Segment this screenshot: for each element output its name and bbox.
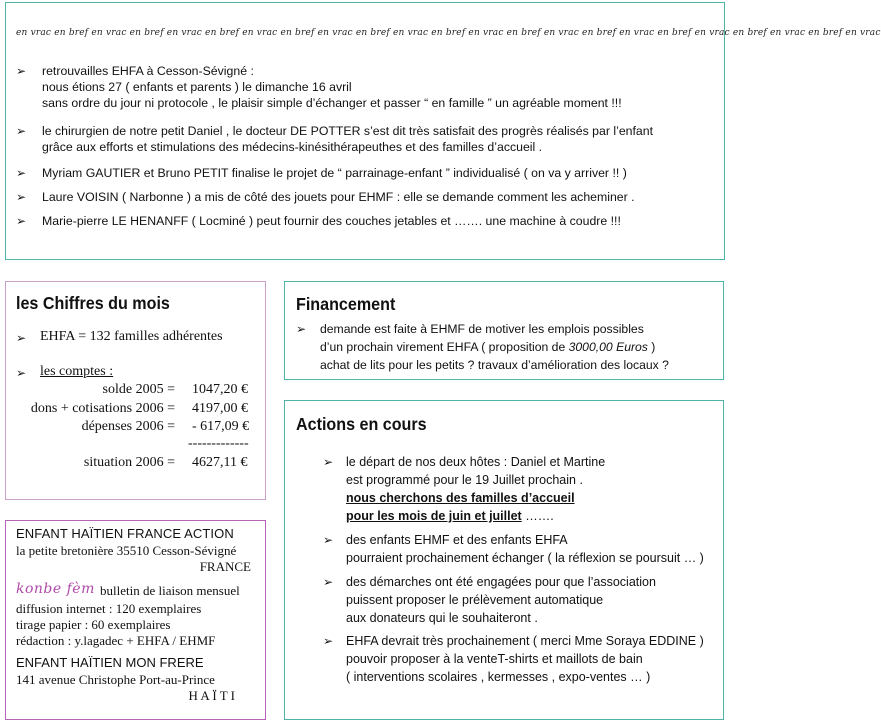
tirage: tirage papier : 60 exemplaires xyxy=(16,617,171,632)
action-line: des démarches ont été engagées pour que l’association xyxy=(346,575,656,589)
action-line: ( interventions scolaires , kermesses , expo-ventes … ) xyxy=(346,670,651,684)
country-haiti: H A Ï T I xyxy=(188,688,235,703)
contact-panel xyxy=(5,520,266,720)
financement-line: d’un prochain virement EHFA ( proposition de 3000,00 Euros ) xyxy=(320,340,656,354)
row-value: 4197,00 € xyxy=(192,401,248,416)
arrow-bullet-icon: ➢ xyxy=(323,455,334,469)
financement-panel xyxy=(284,281,724,380)
bulletin-label: bulletin de liaison mensuel xyxy=(100,583,240,598)
total-label: situation 2006 = xyxy=(83,455,175,470)
news-item: ➢ Marie-pierre LE HENANFF ( Locminé ) peut fournir des couches jetables et ……. une machine à coudre !!! xyxy=(16,214,621,228)
arrow-bullet-icon: ➢ xyxy=(323,634,334,648)
chiffres-title: les Chiffres du mois xyxy=(16,293,170,313)
action-line: aux donateurs qui le souhaiteront . xyxy=(346,611,538,625)
total-value: 4627,11 € xyxy=(192,455,248,470)
action-line: le départ de nos deux hôtes : Daniel et Martine xyxy=(346,455,606,469)
arrow-bullet-icon: ➢ xyxy=(323,533,334,547)
arrow-bullet-icon: ➢ xyxy=(16,190,27,204)
chiffres-panel xyxy=(5,281,266,500)
country-france: FRANCE xyxy=(199,559,251,574)
org-france: ENFANT HAÏTIEN FRANCE ACTION xyxy=(16,526,234,541)
actions-title: Actions en cours xyxy=(296,414,427,434)
arrow-bullet-icon: ➢ xyxy=(16,166,27,180)
news-item: ➢ Myriam GAUTIER et Bruno PETIT finalise le projet de “ parrainage-enfant ” individualisé ( on va y arriver !! ) xyxy=(16,166,627,180)
arrow-bullet-icon: ➢ xyxy=(296,322,307,336)
row-label: dons + cotisations 2006 = xyxy=(30,401,175,416)
action-line: puissent proposer le prélèvement automatique xyxy=(346,593,604,607)
action-line: EHFA devrait très prochainement ( merci Mme Soraya EDDINE ) xyxy=(346,634,704,648)
action-line: pourraient prochainement échanger ( la réflexion se poursuit … ) xyxy=(346,551,704,565)
address-france: la petite bretonière 35510 Cesson-Sévigné xyxy=(16,543,237,558)
action-line: est programmé pour le 19 Juillet prochain . xyxy=(346,473,583,487)
row-label: dépenses 2006 = xyxy=(81,419,175,434)
arrow-bullet-icon: ➢ xyxy=(16,331,27,345)
action-line: des enfants EHMF et des enfants EHFA xyxy=(346,533,568,547)
arrow-bullet-icon: ➢ xyxy=(16,124,27,138)
news-item: ➢ le chirurgien de notre petit Daniel , le docteur DE POTTER s’est dit très satisfait des progrès réalisés par l’enfant grâce aux efforts et stimulations des médecins-kinésithérapeuthes et des familles d’accueil . xyxy=(16,124,654,154)
address-haiti: 141 avenue Christophe Port-au-Prince xyxy=(16,672,215,687)
arrow-bullet-icon: ➢ xyxy=(323,575,334,589)
amount: 3000,00 Euros xyxy=(568,340,648,354)
row-value: 1047,20 € xyxy=(192,382,248,397)
comptes-label: les comptes : xyxy=(40,364,114,379)
org-haiti: ENFANT HAÏTIEN MON FRERE xyxy=(16,655,204,670)
action-line: pouvoir proposer à la venteT-shirts et maillots de bain xyxy=(346,652,643,666)
news-panel xyxy=(5,2,881,260)
action-highlight: nous cherchons des familles d’accueil xyxy=(346,491,575,505)
row-value: - 617,09 € xyxy=(192,419,250,434)
arrow-bullet-icon: ➢ xyxy=(16,366,27,380)
redaction: rédaction : y.lagadec + EHFA / EHMF xyxy=(16,633,216,648)
konbe-fem-logo: konbe fèm xyxy=(16,581,95,597)
financement-title: Financement xyxy=(296,294,396,314)
financement-line: demande est faite à EHMF de motiver les emplois possibles xyxy=(320,322,644,336)
arrow-bullet-icon: ➢ xyxy=(16,64,27,78)
row-label: solde 2005 = xyxy=(102,382,175,397)
families-count: EHFA = 132 familles adhérentes xyxy=(40,329,223,344)
news-banner: en vrac en bref en vrac en bref en vrac en bref en vrac en bref en vrac en bref en vrac en bref en vrac en bref en vrac en bref en vrac en bref en vrac en bref en vrac en bref en vrac xyxy=(16,28,881,38)
news-item: ➢ retrouvailles EHFA à Cesson-Sévigné : nous étions 27 ( enfants et parents ) le dimanche 16 avril sans ordre du jour ni protocole , le plaisir simple d’échanger et passer “ en famille ” un agréable moment !!! xyxy=(16,64,622,110)
action-line: pour les mois de juin et juillet ……. xyxy=(346,509,554,523)
actions-panel xyxy=(284,400,724,720)
arrow-bullet-icon: ➢ xyxy=(16,214,27,228)
news-item: ➢ Laure VOISIN ( Narbonne ) a mis de côté des jouets pour EHMF : elle se demande comment les acheminer . xyxy=(16,190,635,204)
financement-line: achat de lits pour les petits ? travaux d’amélioration des locaux ? xyxy=(320,358,669,372)
separator: ------------- xyxy=(188,436,249,451)
diffusion: diffusion internet : 120 exemplaires xyxy=(16,601,202,616)
